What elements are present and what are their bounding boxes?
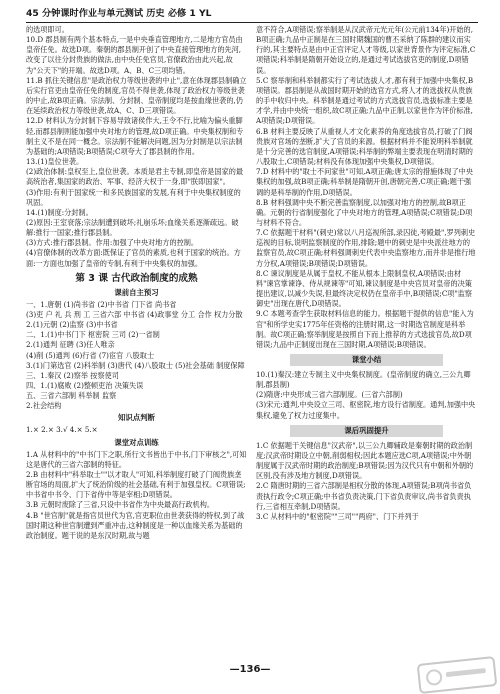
paragraph: (2)原因:王室衰落;宗法制遭到破坏;礼崩乐坏;血缘关系逐渐疏远。破解:推行一国家;推行郡县制。 xyxy=(26,217,239,238)
paragraph: 7.C 依据题干材料"(刺史)常以八月巡视所部,录囚徒,考殿最",罗列刺史巡视的目标,说明监察制度的作用,排除;题中的刺史是中央派往地方的监察官员,故C项正确;材料强调刺史代表中央监察地方,而并非是推行地方分权,A项错误;B项错误;D项错误。 xyxy=(256,228,476,268)
paragraph: 2.(1)元朝 (2)监察 (3)中书省 xyxy=(26,320,118,330)
right-paragraphs-3 xyxy=(256,441,477,522)
section-banner-review: 课后巩固提升 xyxy=(290,425,443,437)
paragraph: 2.C 隋唐时期的三省六部制是相权分散的体现,A项错误;B项尚书省负责执行政令;C项正确;中书省负责决策,门下省负责审议,尚书省负责执行,三省相互牵制,D项错误。 xyxy=(256,481,472,511)
right-paragraphs xyxy=(256,25,477,350)
paragraph: (3)吏 户 礼 兵 刑 工 三省六部 中书省 (4)政事堂 分工 合作 权力分散 xyxy=(26,309,243,319)
paragraph: 一、1.唐朝 (1)尚书省 (2)中书省 门下省 尚书省 xyxy=(26,299,177,309)
watermark-logo xyxy=(417,656,498,694)
paragraph: 五、三省六部制 科举制 监察 xyxy=(26,391,117,401)
paragraph: 8.B 材料强调中央不断完善监察制度,以加强对地方的控制,故B项正确。元朝的行省制度强化了中央对地方的管理,A项错误;C项错误;D项与材料不符合。 xyxy=(256,197,473,227)
right-paragraphs-2 xyxy=(256,370,477,421)
left-column xyxy=(26,25,247,659)
paragraph: (3)作用:有利于国家统一和多民族国家的发展,有利于中央集权制度的巩固。 xyxy=(26,187,241,207)
lesson-title: 第 3 课 古代政治制度的成熟 xyxy=(75,272,198,284)
paragraph: (4)削 (5)通判 (6)行省 (7)宦官 八股取士 xyxy=(26,350,155,360)
paragraph: 1.A 从材料中的"中书门下之职,所行文书皆出于中书,门下审核之",可知这是唐代的三省六部制的特征。 xyxy=(26,449,247,469)
page-number: —136— xyxy=(229,664,271,675)
paragraph: 12.D 材料认为分封制下容易导致诸侯作大,王令不行,比喻为偏头重脚轻,而郡县制则能加强中央对地方的管理,故D项正确。中央集权制和专制主义不是在同一概念。宗法制不能解决问题,因为分封制是以宗法制为基础的;A项错误;B项错误;C项夸大了郡县制的作用。 xyxy=(26,116,244,156)
left-paragraphs-2 xyxy=(26,300,247,412)
paragraph: 5.C 察举制和科举制都实行了考试选拔人才,都有利于加强中央集权,B项错误。郡县制是从战国时期开始的选官方式,将人才的选拔权从贵族的手中收归中央。科举制是通过考试的方式选拔官员,选拔标准主要是才学,并由中央统一组织,故C项正确;九品中正制,以家世作为评价标准,A项错误;D项错误。 xyxy=(256,75,474,126)
paragraph: 四、1.(1)腐败 (2)整顿吏治 决策失误 xyxy=(26,381,144,390)
paragraph: 意不符合,A项错误;察举制是从汉武帝元光元年(公元前134年)开始的,B项正确;九品中正制是在三国时期魏国的曹丕采纳了陈群的建议而实行的,其主要特点是由中正官评定人才等级,以家世背景作为评定标准,C项错误;科举制是隋朝开始设立的,是通过考试选拔官吏的制度,D项错误。 xyxy=(256,25,476,75)
section-banner-summary: 课堂小结 xyxy=(290,354,443,366)
paragraph: 2.社会结构 xyxy=(26,401,62,411)
section-heading-preview: 课前自主预习 xyxy=(114,287,159,297)
left-paragraphs xyxy=(26,25,247,269)
paragraph: (3)方式:推行郡县制。作用:加强了中央对地方的控制。 xyxy=(26,238,199,248)
paragraph: 3.C 从材料中的"枢密院""三司""两府"、门下并列于 xyxy=(256,511,419,521)
paragraph: 9.C 本题考查学生获取材料信息的能力。根据题干提供的信息"能入为官"和所学史实1775年任资格的注册时期,这一时期选官制度是科举制。故C项正确;察举制度是按照自下而上推荐的方式选拔官员,故D项错误;九品中正制度出现在三国时期,A项错误;B项错误。 xyxy=(256,309,474,349)
judge-answers: 1.× 2.× 3.√ 4.× 5.× xyxy=(26,425,98,435)
paragraph: 14.(1)制度:分封制。 xyxy=(26,207,93,217)
paragraph: 11.B 抓住关键信息"是政治权力等级世袭的中止",意在体现郡县制确立后实行官吏由皇帝任免的制度,官员不得世袭,体现了政治权力等级世袭的中止,故B项正确。宗法制、分封制、皇帝制度均是按血缘世袭的,仍在延续政治权力等级世袭,故A、C、D三项错误。 xyxy=(26,75,247,116)
paragraph: 2.(1)通判 征聘 (3)任人唯亲 xyxy=(26,340,115,350)
paragraph: 10.(1)秦汉:建立专制主义中央集权制度。(皇帝制度的确立,三公九卿制,郡县制) xyxy=(256,370,471,390)
paragraph: 10.D 郡县制有两个基本特点,一是中央垂直管理地方,二是地方官员由皇帝任免。故选D项。秦朝的郡县制开创了中央直接管理地方的先河,改变了以往分封贵族的做法,由中央任免官员,官僚政治由此兴起,故为"公天下"的开端。故选D项。A、B、C三项均错。 xyxy=(26,35,243,75)
paragraph: 6.B 材料主要反映了从重视人才文化素养的角度选拔官员,打破了门阀贵族对官场的垄断,扩大了官员的来源。根据材料并不能说明科举制就是十分完善的选官制度,A项错误;科举制的弊端主要表现在明清时期的八股取士,C项错误;材料没有体现加强中央集权,D项错误。 xyxy=(256,126,473,167)
paragraph: 4.B "世官制"就是指官员世代为官,官吏职位由世袭获得的特权,到了战国时期这种世官制遭到严重冲击,这种制度是一种以血缘关系为基础的政治制度。题干说的是东汉时期,故与题 xyxy=(26,510,245,540)
paragraph: (4)官僚体制的改革方面:既保证了官员的素质,也利于国家的统治。方面:一方面也加强了皇帝的专制,有利于中央集权的加强。 xyxy=(26,248,241,268)
paragraph: 二、1.(1)中书门下 枢密院 三司 (2)一省制 xyxy=(26,330,160,340)
paragraph: 3.B 元朝时废除了三省,只设中书省作为中央最高行政机构。 xyxy=(26,500,214,510)
section-heading-judge: 知识点判断 xyxy=(118,413,155,423)
paragraph: 13.(1)皇位世袭。 xyxy=(26,157,84,167)
page-header: 45 分钟课时作业与单元测试 历史 必修 1 YL xyxy=(26,6,478,23)
left-paragraphs-3 xyxy=(26,450,247,541)
paragraph: (2)政治体制:皇权至上,皇位世袭。本质是君主专制,即皇帝是国家的最高统治者,集国家的政治、军事、经济大权于一身,即"朕即国家"。 xyxy=(26,167,243,187)
paragraph: (3)宋元:通判,中央设立三司、枢密院,地方设行省制度。通判,加强中央集权,避免了权力过度集中。 xyxy=(256,400,476,420)
paragraph: (2)隋唐:中央形成三省六部制度。(三省六部制) xyxy=(256,390,403,400)
paragraph: 的选项即可。 xyxy=(26,25,69,34)
right-column xyxy=(256,25,477,659)
paragraph: 2.B 由材料中"科举取士""以才取人"可知,科举制度打破了门阀贵族垄断官场的局面,扩大了统治阶级的社会基础,有利于加强皇权。C项错误;中书省中书令、门下省侍中等是宰相;D项错误。 xyxy=(26,469,246,500)
paragraph: 3.(1)门第选官 (2)科举制 (3)唐代 (4)八股取士 (5)社会基础 制度保障 xyxy=(26,360,245,370)
paragraph: 1.C 依据题干关键信息"汉武帝",以三公九卿辅政是秦朝时期的政治制度;汉武帝时期设立中朝,削弱相权;因此本题应选C项,A项错误;中外朝制度属于汉武帝时期的政治制度;B项错误;因为汉代只有中朝和外朝的区别,没有涉及地方制度,D项错误。 xyxy=(256,440,474,481)
section-heading-classroom: 课堂对点训练 xyxy=(114,437,159,447)
paragraph: 7.D 材料中的"取士不问家世"可知,A项正确;唐太宗的措施体现了中央集权的加强,故B项正确;科举制是隋朝开创,唐朝完善,C项正确;题干强调的是科举制的作用,D项错误。 xyxy=(256,167,473,197)
paragraph: 三、1.秦汉 (2)察举 按察使司 xyxy=(26,370,119,380)
paragraph: 8.C 谏议制度是从属于皇权,不能从根本上限制皇权,A项错误;由材料"谏官掌谏诤、侍从规谏等"可知,谏议制度是中央官员对皇帝的决策提出建议,以减少失误,但最终决定权仍在皇帝手中,B项错误;C项"监察御史"出现在唐代,D项错误。 xyxy=(256,268,473,309)
